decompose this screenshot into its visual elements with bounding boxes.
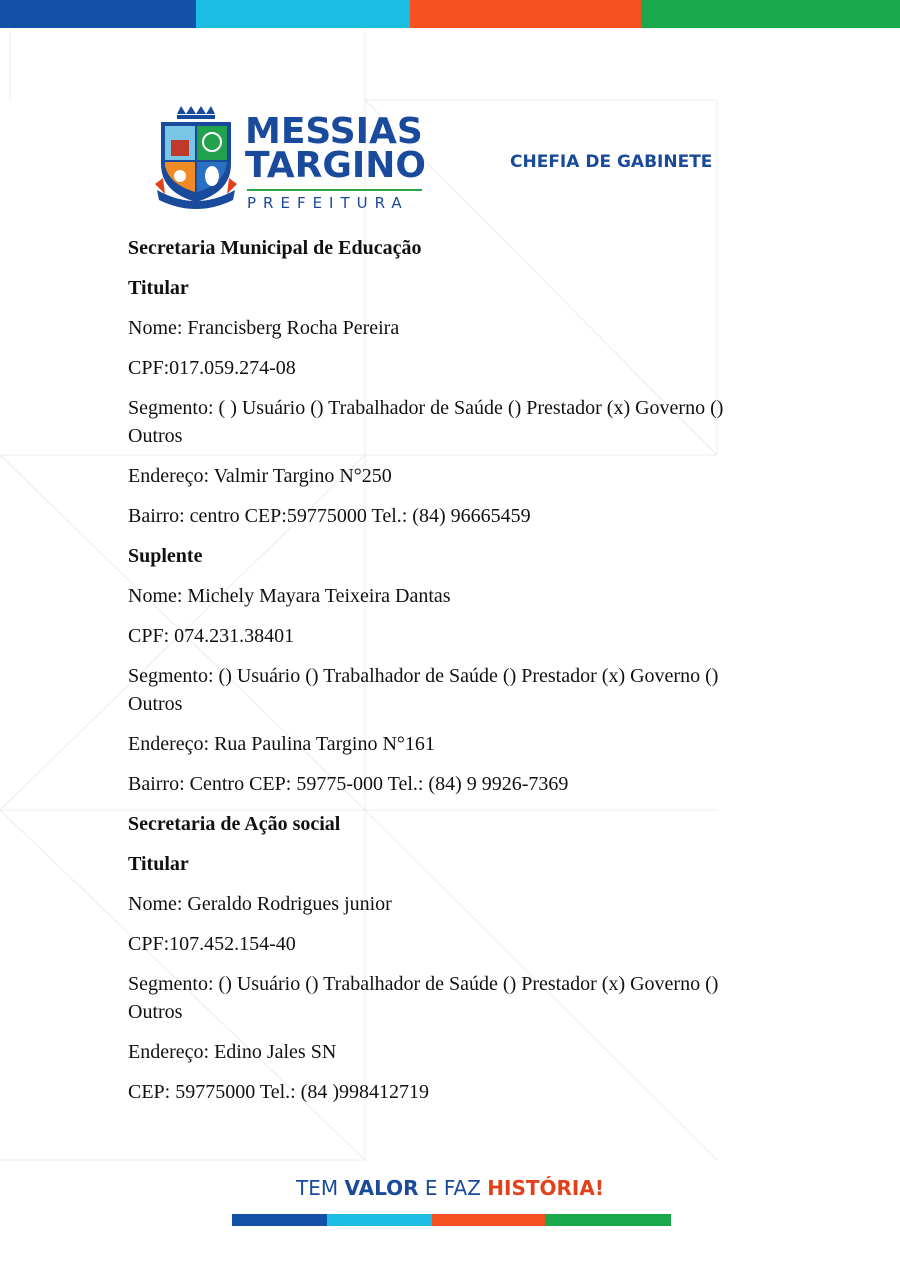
titular-district: Bairro: centro CEP:59775000 Tel.: (84) 96665459 bbox=[128, 505, 531, 527]
section-title-social: Secretaria de Ação social bbox=[128, 813, 341, 835]
titular-address: Endereço: Valmir Targino N°250 bbox=[128, 465, 392, 487]
section-title-education: Secretaria Municipal de Educação bbox=[128, 237, 422, 259]
titular-segment: Segmento: () Usuário () Trabalhador de Saúde () Prestador (x) Governo () Outros bbox=[128, 973, 719, 1023]
slogan-part3: E FAZ bbox=[418, 1176, 488, 1200]
bottom-bar-blue bbox=[232, 1214, 327, 1226]
titular-cpf: CPF:107.452.154-40 bbox=[128, 933, 296, 955]
slogan-part1: TEM bbox=[296, 1176, 345, 1200]
department-title: CHEFIA DE GABINETE bbox=[510, 152, 713, 172]
titular-name: Nome: Geraldo Rodrigues junior bbox=[128, 893, 392, 915]
suplente-segment: Segmento: () Usuário () Trabalhador de Saúde () Prestador (x) Governo () Outros bbox=[128, 665, 719, 715]
suplente-address: Endereço: Rua Paulina Targino N°161 bbox=[128, 733, 435, 755]
brand-name-line1: MESSIAS bbox=[245, 111, 423, 152]
titular-heading: Titular bbox=[128, 277, 189, 299]
bottom-bar-green bbox=[545, 1214, 671, 1226]
slogan-part2: VALOR bbox=[344, 1176, 419, 1200]
titular-segment: Segmento: ( ) Usuário () Trabalhador de Saúde () Prestador (x) Governo () Outros bbox=[128, 397, 724, 447]
suplente-heading: Suplente bbox=[128, 545, 203, 567]
suplente-cpf: CPF: 074.231.38401 bbox=[128, 625, 295, 647]
bottom-color-bar bbox=[232, 1214, 671, 1226]
titular-cpf: CPF:017.059.274-08 bbox=[128, 357, 296, 379]
letterhead bbox=[155, 104, 755, 214]
bottom-bar-orange bbox=[432, 1214, 545, 1226]
document-body bbox=[128, 234, 768, 1118]
suplente-name: Nome: Michely Mayara Teixeira Dantas bbox=[128, 585, 451, 607]
titular-heading: Titular bbox=[128, 853, 189, 875]
brand-name-line2: TARGINO bbox=[245, 145, 427, 186]
slogan-part4: HISTÓRIA! bbox=[487, 1176, 604, 1200]
brand-subtitle: PREFEITURA bbox=[247, 194, 409, 212]
brand-divider bbox=[247, 189, 422, 191]
titular-cep: CEP: 59775000 Tel.: (84 )998412719 bbox=[128, 1081, 430, 1103]
titular-address: Endereço: Edino Jales SN bbox=[128, 1041, 337, 1063]
crest-logo bbox=[155, 104, 237, 212]
footer-slogan bbox=[0, 1176, 900, 1200]
suplente-district: Bairro: Centro CEP: 59775-000 Tel.: (84) 9 9926-7369 bbox=[128, 773, 569, 795]
titular-name: Nome: Francisberg Rocha Pereira bbox=[128, 317, 400, 339]
bottom-bar-cyan bbox=[327, 1214, 432, 1226]
